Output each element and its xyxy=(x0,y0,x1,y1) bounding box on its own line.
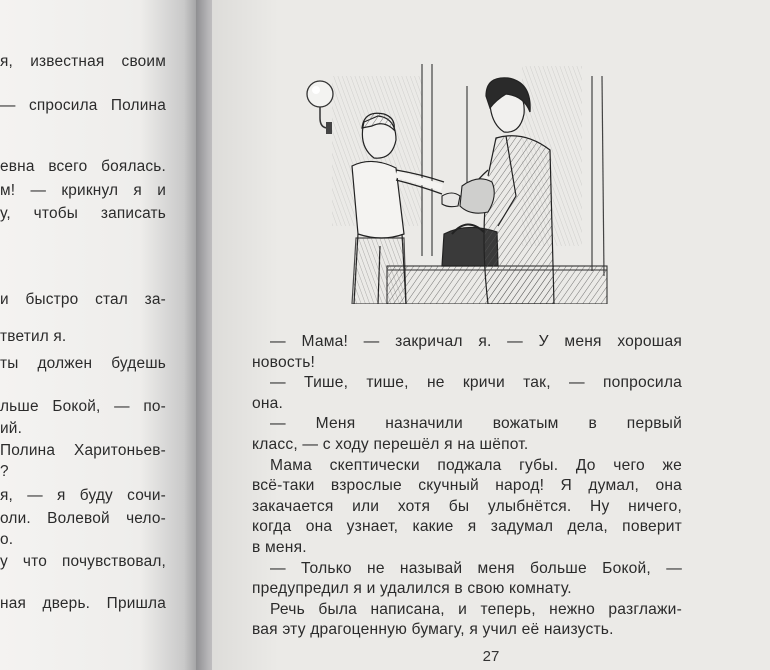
left-text-line: я, — я буду сочи- xyxy=(0,487,166,504)
story-text xyxy=(252,332,682,641)
left-text-line: — спросила Полина xyxy=(0,97,166,114)
left-text-line: оли. Волевой чело- xyxy=(0,510,166,527)
left-text-line: ? xyxy=(0,463,9,480)
text-line: — Мама! — закричал я. — У меня хорошая xyxy=(270,333,682,350)
text-line: — Тише, тише, не кричи так, — попросила xyxy=(270,374,682,392)
text-line: всё-таки взрослые скучный народ! Я думал, она xyxy=(252,477,682,495)
left-text-line: Полина Харитоньев- xyxy=(0,442,166,459)
left-page xyxy=(0,0,200,670)
text-line: она. xyxy=(252,394,284,412)
right-page xyxy=(212,0,770,670)
text-line: Речь была написана, и теперь, нежно разглажи- xyxy=(270,600,682,618)
illustration xyxy=(292,56,622,304)
left-text-line: о. xyxy=(0,531,14,548)
left-text-line: я, известная своим xyxy=(0,53,166,70)
left-text-line: ий. xyxy=(0,420,23,437)
text-line: новость! xyxy=(252,353,316,371)
left-text-line: льше Бокой, — по- xyxy=(0,398,166,415)
text-line: — Меня назначили вожатым в первый xyxy=(270,415,682,433)
left-text-line: и быстро стал за- xyxy=(0,291,166,308)
text-line: класс, — с ходу перешёл я на шёпот. xyxy=(252,435,529,453)
text-line: закачается или хотя бы улыбнётся. Ну ничего, xyxy=(252,497,682,515)
text-line: вая эту драгоценную бумагу, я учил её наизусть. xyxy=(252,621,614,639)
left-text-line: ты должен будешь xyxy=(0,355,166,372)
left-text-line: у, чтобы записать xyxy=(0,205,166,222)
text-line: Мама скептически поджала губы. До чего же xyxy=(270,456,682,474)
text-line: предупредил я и удалился в свою комнату. xyxy=(252,580,572,598)
page-number: 27 xyxy=(482,648,500,665)
left-text-line: у что почувствовал, xyxy=(0,553,166,570)
left-text-line: евна всего боялась. xyxy=(0,158,166,175)
wall-lamp-icon xyxy=(307,81,333,134)
left-text-line: м! — крикнул я и xyxy=(0,182,166,199)
garment-in-hands xyxy=(442,179,494,213)
text-line: в меня. xyxy=(252,538,307,556)
left-text-line: ная дверь. Пришла xyxy=(0,595,166,612)
text-line: — Только не называй меня больше Бокой, — xyxy=(270,559,682,577)
left-text-line: тветил я. xyxy=(0,328,67,345)
text-line: когда она узнает, какие я задумал дела, поверит xyxy=(252,518,682,536)
